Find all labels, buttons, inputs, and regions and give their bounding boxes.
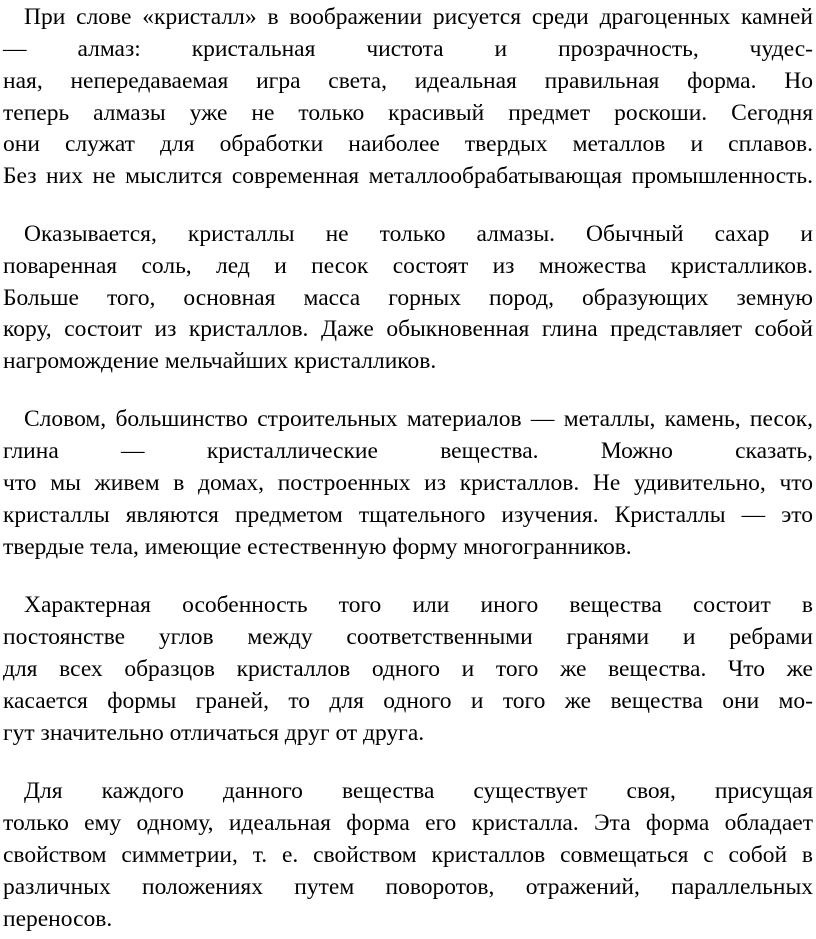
text-line: кристаллы являются предметом тщательного изучения. Кристаллы — это [3, 502, 813, 528]
text-line: При слове «кристалл» в воображении рисуется среди драгоценных камней [24, 4, 813, 30]
text-line: теперь алмазы уже не только красивый предмет роскоши. Сегодня [3, 100, 813, 126]
text-line: для всех образцов кристаллов одного и того же вещества. Что же [3, 656, 813, 682]
text-line: переносов. [3, 906, 113, 932]
text-line: глина — кристаллические вещества. Можно сказать, [3, 438, 813, 464]
text-line: гут значительно отличаться друг от друга. [3, 720, 425, 746]
text-line: что мы живем в домах, построенных из кристаллов. Не удивительно, что [3, 470, 813, 496]
text-line: различных положениях путем поворотов, отражений, параллельных [3, 874, 813, 900]
text-line: свойством симметрии, т. е. свойством кристаллов совмещаться с собой в [3, 842, 813, 868]
text-line: поваренная соль, лед и песок состоят из множества кристалликов. [3, 253, 813, 279]
text-line: ная, непередаваемая игра света, идеальная правильная форма. Но [3, 68, 813, 94]
text-line: твердые тела, имеющие естественную форму многогранников. [3, 534, 632, 560]
text-line: Словом, большинство строительных материалов — металлы, камень, песок, [24, 406, 813, 432]
text-line: только ему одному, идеальная форма его кристалла. Эта форма обладает [3, 810, 813, 836]
text-line: Больше того, основная масса горных пород, образующих земную [3, 285, 813, 311]
text-line: постоянстве углов между соответственными гранями и ребрами [3, 624, 813, 650]
text-line: Для каждого данного вещества существует своя, присущая [24, 778, 813, 804]
text-line: касается формы граней, то для одного и того же вещества они мо- [3, 688, 813, 714]
text-line: Без них не мыслится современная металлообрабатывающая промышленность. [3, 163, 813, 189]
text-line: кору, состоит из кристаллов. Даже обыкновенная глина представляет собой [3, 316, 813, 342]
text-line: — алмаз: кристальная чистота и прозрачность, чудес- [3, 36, 813, 62]
text-line: Оказывается, кристаллы не только алмазы. Обычный сахар и [24, 221, 813, 247]
text-line: нагромождение мельчайших кристалликов. [3, 348, 437, 374]
text-line: они служат для обработки наиболее твердых металлов и сплавов. [3, 131, 813, 157]
text-line: Характерная особенность того или иного вещества состоит в [24, 592, 813, 618]
